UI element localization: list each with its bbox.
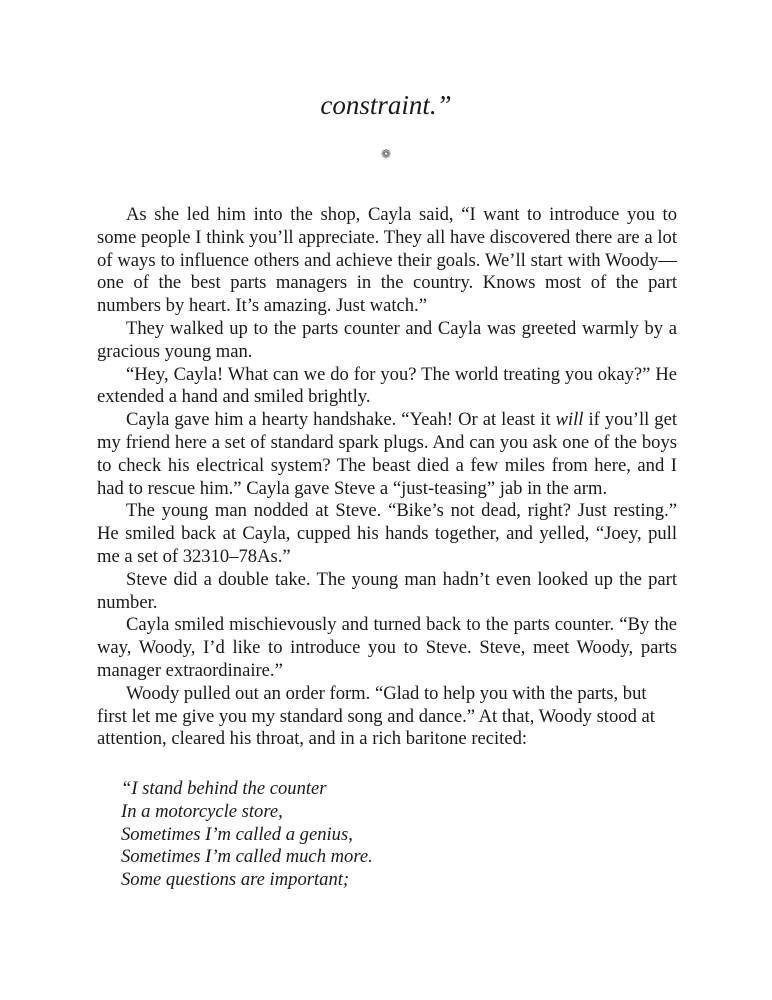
paragraph: The young man nodded at Steve. “Bike’s not dead, right? Just resting.” He smiled back at Cayla, cupped his hands together, and yelled, “Joey, pull me a set of 32310–78As.”: [97, 500, 677, 567]
section-heading: constraint.”: [320, 90, 452, 120]
paragraph: Cayla smiled mischievously and turned back to the parts counter. “By the way, Woody, I’d like to introduce you to Steve. Steve, meet Woody, parts manager extraordinaire.”: [97, 614, 677, 681]
verse-line: “I stand behind the counter: [121, 778, 327, 799]
paragraph-text: Cayla gave him a hearty handshake. “Yeah! Or at least it: [126, 409, 556, 431]
paragraph: Woody pulled out an order form. “Glad to help you with the parts, but first let me give you my standard song and dance.” At that, Woody stood at attention, cleared his throat, and in a rich baritone recited:: [97, 682, 655, 750]
paragraph: Steve did a double take. The young man hadn’t even looked up the part number.: [97, 568, 677, 613]
verse-line: In a motorcycle store,: [121, 800, 283, 822]
paragraph: [97, 409, 677, 500]
paragraph-text: if you’ll get my friend here a set of standard spark plugs. And can you ask one of the boys to check his electrical system? The beast died a few miles from here, and I had to rescue him.” Cayla gave Steve a “just-teasing” jab in the arm.: [97, 409, 677, 499]
paragraph: As she led him into the shop, Cayla said, “I want to introduce you to some people I think you’ll appreciate. They all have discovered there are a lot of ways to influence others and achieve their goals. We’ll start with Woody—one of the best parts managers in the country. Knows most of the part numbers by heart. It’s amazing. Just watch.”: [97, 204, 677, 317]
verse-line: Sometimes I’m called much more.: [121, 846, 373, 868]
paragraph: “Hey, Cayla! What can we do for you? The world treating you okay?” He extended a hand and smiled brightly.: [97, 363, 677, 408]
emphasis-text: will: [555, 409, 584, 431]
paragraph: They walked up to the parts counter and Cayla was greeted warmly by a gracious young man.: [97, 317, 677, 362]
body-text: [97, 204, 677, 751]
ornament-icon: ❁: [380, 147, 392, 161]
verse: [121, 778, 373, 892]
verse-line: Sometimes I’m called a genius,: [121, 823, 353, 845]
verse-line: Some questions are important;: [121, 869, 350, 891]
